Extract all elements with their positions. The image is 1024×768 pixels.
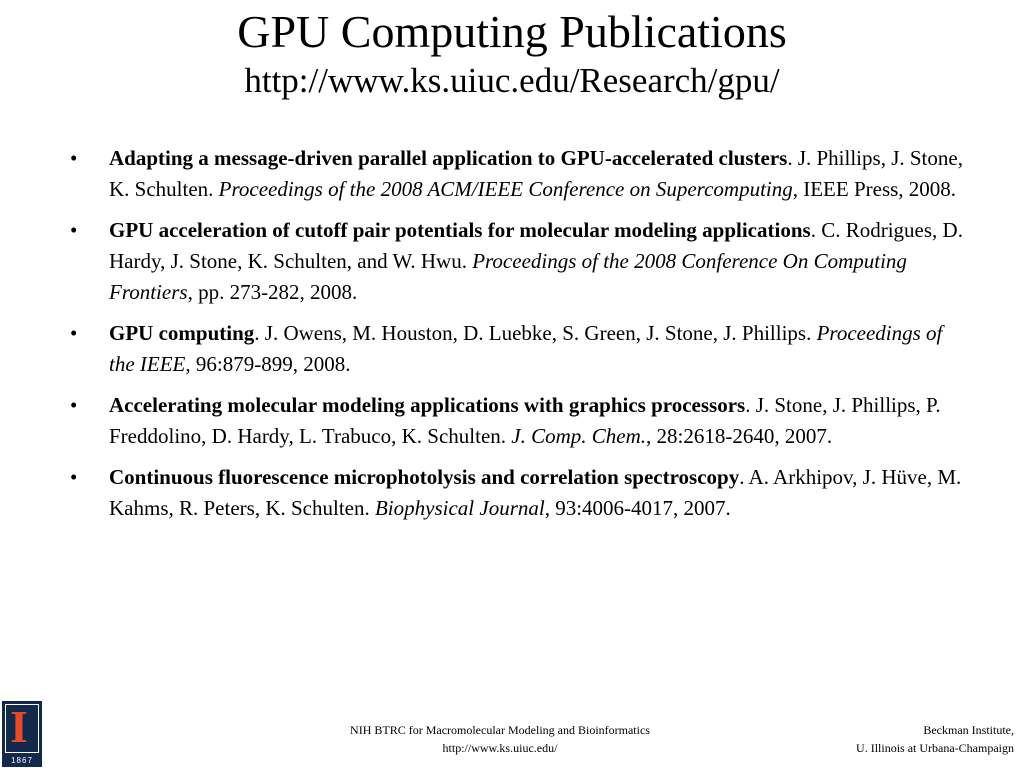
- footer-right-line2: U. Illinois at Urbana-Champaign: [856, 741, 1014, 755]
- publication-item: [70, 318, 965, 380]
- bullet-icon: •: [70, 465, 78, 489]
- publication-venue: J. Comp. Chem.: [511, 424, 647, 448]
- publication-details: , 96:879-899, 2008.: [185, 352, 351, 376]
- publication-authors: . J. Owens, M. Houston, D. Luebke, S. Green, J. Stone, J. Phillips.: [254, 321, 817, 345]
- publication-venue: Biophysical Journal: [374, 496, 545, 520]
- publication-authors: . C. Rodrigues, D. Hardy, J. Stone, K. Schulten, and W. Hwu.: [109, 218, 963, 273]
- publication-item: [70, 215, 965, 308]
- university-logo: [2, 701, 42, 767]
- publication-venue: Proceedings of the 2008 Conference On Computing Frontiers: [109, 249, 907, 304]
- footer-center-line2: http://www.ks.uiuc.edu/: [442, 741, 558, 755]
- block-i-icon: I: [10, 701, 28, 752]
- bullet-icon: •: [70, 393, 78, 417]
- bullet-icon: •: [70, 146, 78, 170]
- publication-item: [70, 462, 965, 524]
- publication-details: , 28:2618-2640, 2007.: [646, 424, 833, 448]
- footer-right-line1: Beckman Institute,: [923, 723, 1014, 737]
- logo-year: 1867: [11, 756, 33, 765]
- publication-authors: . J. Phillips, J. Stone, K. Schulten.: [109, 146, 963, 201]
- bullet-icon: •: [70, 218, 78, 242]
- publication-title: Accelerating molecular modeling applications with graphics processors: [109, 393, 746, 417]
- publication-details: , IEEE Press, 2008.: [792, 177, 957, 201]
- footer-center-line1: NIH BTRC for Macromolecular Modeling and Bioinformatics: [350, 723, 650, 737]
- footer-center: [300, 721, 700, 757]
- publication-venue: Proceedings of the 2008 ACM/IEEE Conference on Supercomputing: [218, 177, 793, 201]
- publication-authors: . J. Stone, J. Phillips, P. Freddolino, D. Hardy, L. Trabuco, K. Schulten.: [109, 393, 941, 448]
- bullet-icon: •: [70, 321, 78, 345]
- footer-right: [714, 721, 1014, 757]
- publication-venue: Proceedings of the IEEE: [109, 321, 943, 376]
- publication-list: [70, 143, 965, 534]
- page-title: GPU Computing Publications: [237, 6, 787, 57]
- publication-item: [70, 143, 965, 205]
- publication-details: , 93:4006-4017, 2007.: [544, 496, 731, 520]
- publication-authors: . A. Arkhipov, J. Hüve, M. Kahms, R. Peters, K. Schulten.: [109, 465, 962, 520]
- publication-title: Adapting a message-driven parallel application to GPU-accelerated clusters: [109, 146, 788, 170]
- publication-title: GPU acceleration of cutoff pair potentials for molecular modeling applications: [109, 218, 811, 242]
- publication-title: Continuous fluorescence microphotolysis and correlation spectroscopy: [109, 465, 740, 489]
- publication-details: , pp. 273-282, 2008.: [187, 280, 358, 304]
- page-subtitle-url: http://www.ks.uiuc.edu/Research/gpu/: [244, 61, 780, 100]
- publication-title: GPU computing: [109, 321, 255, 345]
- publication-item: [70, 390, 965, 452]
